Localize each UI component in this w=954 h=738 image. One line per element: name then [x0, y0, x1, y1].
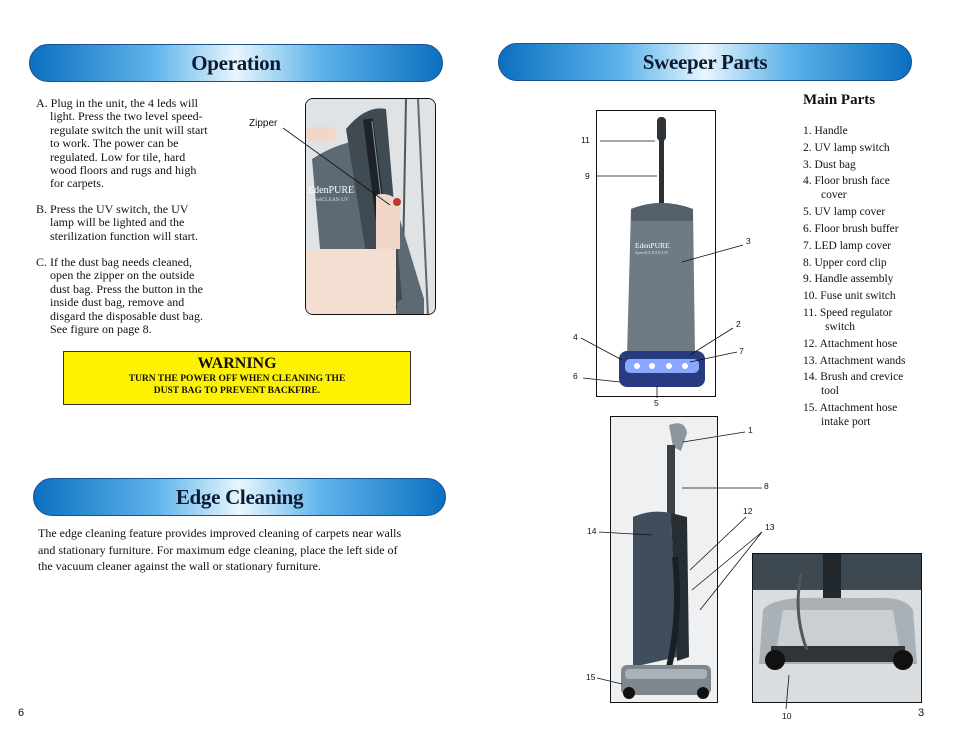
callout-9: 9	[585, 171, 590, 181]
photo-brand: EdenPURE	[308, 185, 355, 196]
list-item: 15. Attachment hose intake port	[803, 402, 898, 429]
list-item: 4. Floor brush face cover	[803, 175, 890, 202]
list-item: 1. Handle	[803, 125, 848, 137]
warning-title: WARNING	[197, 355, 277, 372]
list-item: 8. Upper cord clip	[803, 256, 887, 269]
edge-cleaning-text: The edge cleaning feature provides improved cleaning of carpets near walls and stationary furniture. For maximum edge cleaning, place the left side of the vacuum cleaner against the wall or stationary furniture.	[38, 526, 402, 573]
callout-13: 13	[765, 522, 775, 532]
step-c: C. If the dust bag needs cleaned, open the zipper on the outside dust bag. Press the button in the inside dust bag, remove and disgard the disposable dust bag. See figure on page 8.	[36, 255, 203, 337]
front-brand-sub: SpeedCLEAN UV	[635, 250, 669, 255]
step-a: A. Plug in the unit, the 4 leds will light. Press the two level speed- regulate switch the unit will start to work. The power can be regulated. Low for tile, hard wood floors and rugs and high for carpets.	[36, 96, 208, 191]
callout-11: 11	[581, 135, 590, 145]
left-page-number: 6	[18, 707, 25, 719]
warning-line-2: DUST BAG TO PREVENT BACKFIRE.	[153, 386, 321, 396]
callout-14: 14	[587, 526, 597, 536]
callout-7: 7	[739, 346, 744, 356]
zipper-label: Zipper	[249, 118, 278, 129]
list-item: 11. Speed regulator switch	[803, 306, 893, 333]
callout-8: 8	[764, 481, 769, 491]
edge-cleaning-title: Edge Cleaning	[175, 484, 304, 509]
callout-1: 1	[748, 425, 753, 435]
list-item: 2. UV lamp switch	[803, 141, 890, 154]
callout-4: 4	[573, 332, 578, 342]
list-item: 14. Brush and crevice tool	[803, 371, 904, 398]
list-item: 9. Handle assembly	[803, 273, 894, 286]
list-item: 13. Attachment wands	[803, 354, 906, 367]
front-brand: EdenPURE	[635, 241, 670, 250]
callout-3: 3	[746, 236, 751, 246]
main-parts-title: Main Parts	[803, 92, 876, 108]
sweeper-parts-title: Sweeper Parts	[642, 49, 768, 74]
list-item: 3. Dust bag	[803, 158, 856, 171]
callout-15: 15	[586, 672, 596, 682]
warning-line-1: TURN THE POWER OFF WHEN CLEANING THE	[128, 374, 346, 384]
list-item: 10. Fuse unit switch	[803, 290, 896, 303]
list-item: 7. LED lamp cover	[803, 239, 892, 252]
callout-2: 2	[736, 319, 741, 329]
right-page-number: 3	[918, 707, 925, 719]
list-item: 12. Attachment hose	[803, 337, 898, 350]
callout-10: 10	[782, 711, 792, 721]
operation-title: Operation	[191, 50, 281, 75]
photo-brand-sub: SpeedCLEAN UV	[308, 197, 350, 203]
list-item: 6. Floor brush buffer	[803, 222, 899, 235]
step-b: B. Press the UV switch, the UV lamp will be lighted and the sterilization function will start.	[36, 202, 198, 243]
callout-12: 12	[743, 506, 753, 516]
callout-6: 6	[573, 371, 578, 381]
list-item: 5. UV lamp cover	[803, 206, 886, 219]
callout-5: 5	[654, 398, 659, 408]
